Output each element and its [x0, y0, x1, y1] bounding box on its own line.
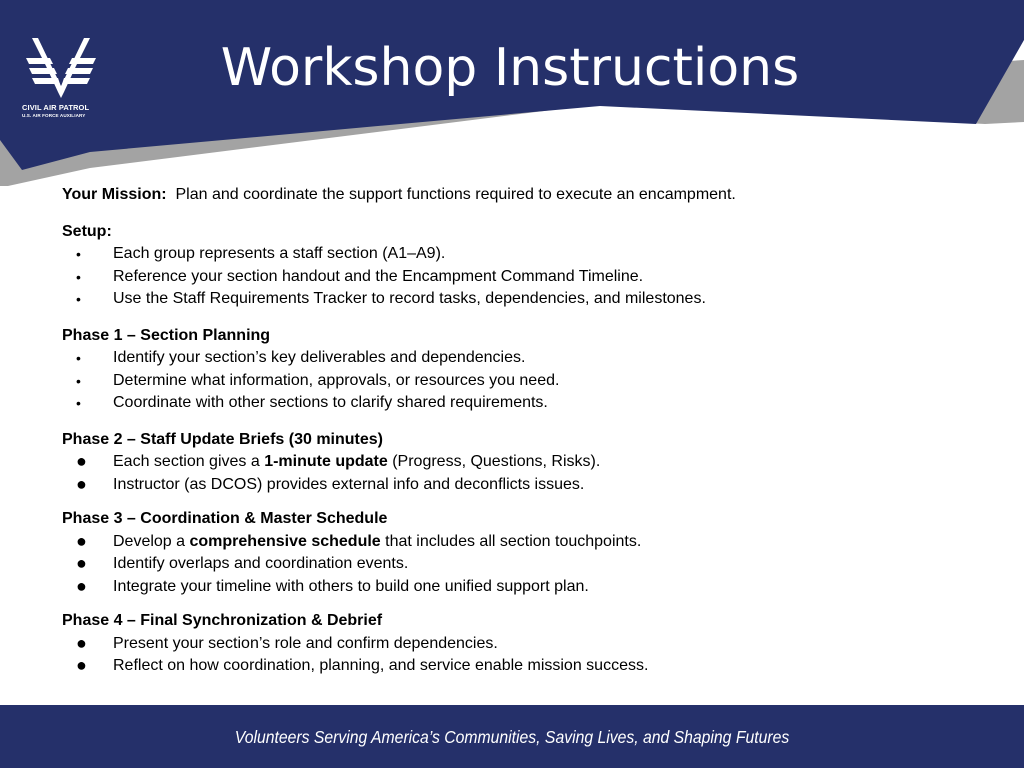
bullet-icon: ● [76, 575, 87, 596]
phase1-list [62, 347, 992, 415]
list-item [62, 243, 992, 266]
bullet-icon: ● [76, 655, 87, 675]
phase3-section [62, 508, 992, 598]
bullet-icon: • [76, 395, 81, 411]
bullet-icon: • [76, 372, 81, 389]
list-item-text-bold: 1-minute update [264, 453, 388, 470]
phase4-title: Phase 4 – Final Synchronization & Debrief [62, 612, 383, 629]
list-item [62, 531, 992, 554]
mission-label: Your Mission: [62, 186, 167, 203]
list-item-text: Reflect on how coordination, planning, and service enable mission success. [113, 657, 649, 674]
setup-title: Setup: [62, 222, 112, 240]
mission-text: Plan and coordinate the support functions required to execute an encampment. [175, 186, 736, 203]
list-item [62, 392, 992, 415]
list-item-text: Instructor (as DCOS) provides external info and deconflicts issues. [113, 475, 585, 493]
phase4-list [62, 633, 992, 678]
list-item [62, 288, 992, 311]
bullet-icon: ● [76, 451, 87, 471]
list-item-text-after: that includes all section touchpoints. [380, 532, 642, 550]
list-item-text: Reference your section handout and the Encampment Command Timeline. [113, 267, 644, 285]
bullet-icon: • [76, 246, 81, 262]
logo-text-secondary: U.S. AIR FORCE AUXILIARY [22, 113, 86, 118]
bullet-icon: • [76, 350, 81, 366]
footer-tagline: Volunteers Serving America’s Communities, Saving Lives, and Shaping Futures [234, 727, 790, 747]
list-item [62, 347, 992, 370]
bullet-icon: ● [76, 632, 87, 653]
list-item-text-before: Each section gives a [113, 453, 265, 470]
bullet-icon: ● [76, 473, 87, 494]
list-item [62, 370, 992, 393]
list-item-text: Present your section’s role and confirm dependencies. [113, 634, 498, 652]
list-item-text: Identify your section’s key deliverables and dependencies. [113, 349, 526, 366]
phase2-section [62, 429, 992, 497]
phase3-list [62, 531, 992, 599]
phase2-list [62, 451, 992, 496]
list-item-text: Integrate your timeline with others to build one unified support plan. [113, 577, 589, 595]
phase1-title: Phase 1 – Section Planning [62, 326, 271, 344]
list-item [62, 474, 992, 497]
list-item-text-before: Develop a [113, 532, 190, 550]
list-item-text: Determine what information, approvals, or resources you need. [113, 371, 560, 389]
bullet-icon: • [76, 268, 81, 285]
list-item [62, 266, 992, 289]
list-item-text-bold: comprehensive schedule [189, 532, 381, 550]
list-item-text: Identify overlaps and coordination events. [113, 555, 409, 572]
list-item [62, 633, 992, 656]
list-item-text: Each group represents a staff section (A1–A9). [113, 245, 446, 262]
logo-text-primary: CIVIL AIR PATROL [22, 103, 90, 112]
page-title: Workshop Instructions [220, 38, 800, 98]
list-item [62, 655, 992, 678]
instructions-body [62, 184, 992, 690]
list-item-text-after: (Progress, Questions, Risks). [387, 453, 601, 470]
phase3-title: Phase 3 – Coordination & Master Schedule [62, 510, 388, 527]
phase4-section [62, 610, 992, 678]
list-item [62, 553, 992, 576]
list-item [62, 451, 992, 474]
list-item [62, 576, 992, 599]
phase2-title: Phase 2 – Staff Update Briefs (30 minutes) [62, 430, 383, 448]
list-item-text: Coordinate with other sections to clarify shared requirements. [113, 394, 548, 411]
setup-list [62, 243, 992, 311]
bullet-icon: ● [76, 553, 87, 573]
setup-section [62, 221, 992, 311]
phase1-section [62, 325, 992, 415]
mission-section [62, 184, 992, 207]
list-item-text: Use the Staff Requirements Tracker to record tasks, dependencies, and milestones. [113, 290, 706, 307]
bullet-icon: • [76, 291, 81, 307]
footer-band [0, 705, 1024, 768]
bullet-icon: ● [76, 530, 87, 551]
